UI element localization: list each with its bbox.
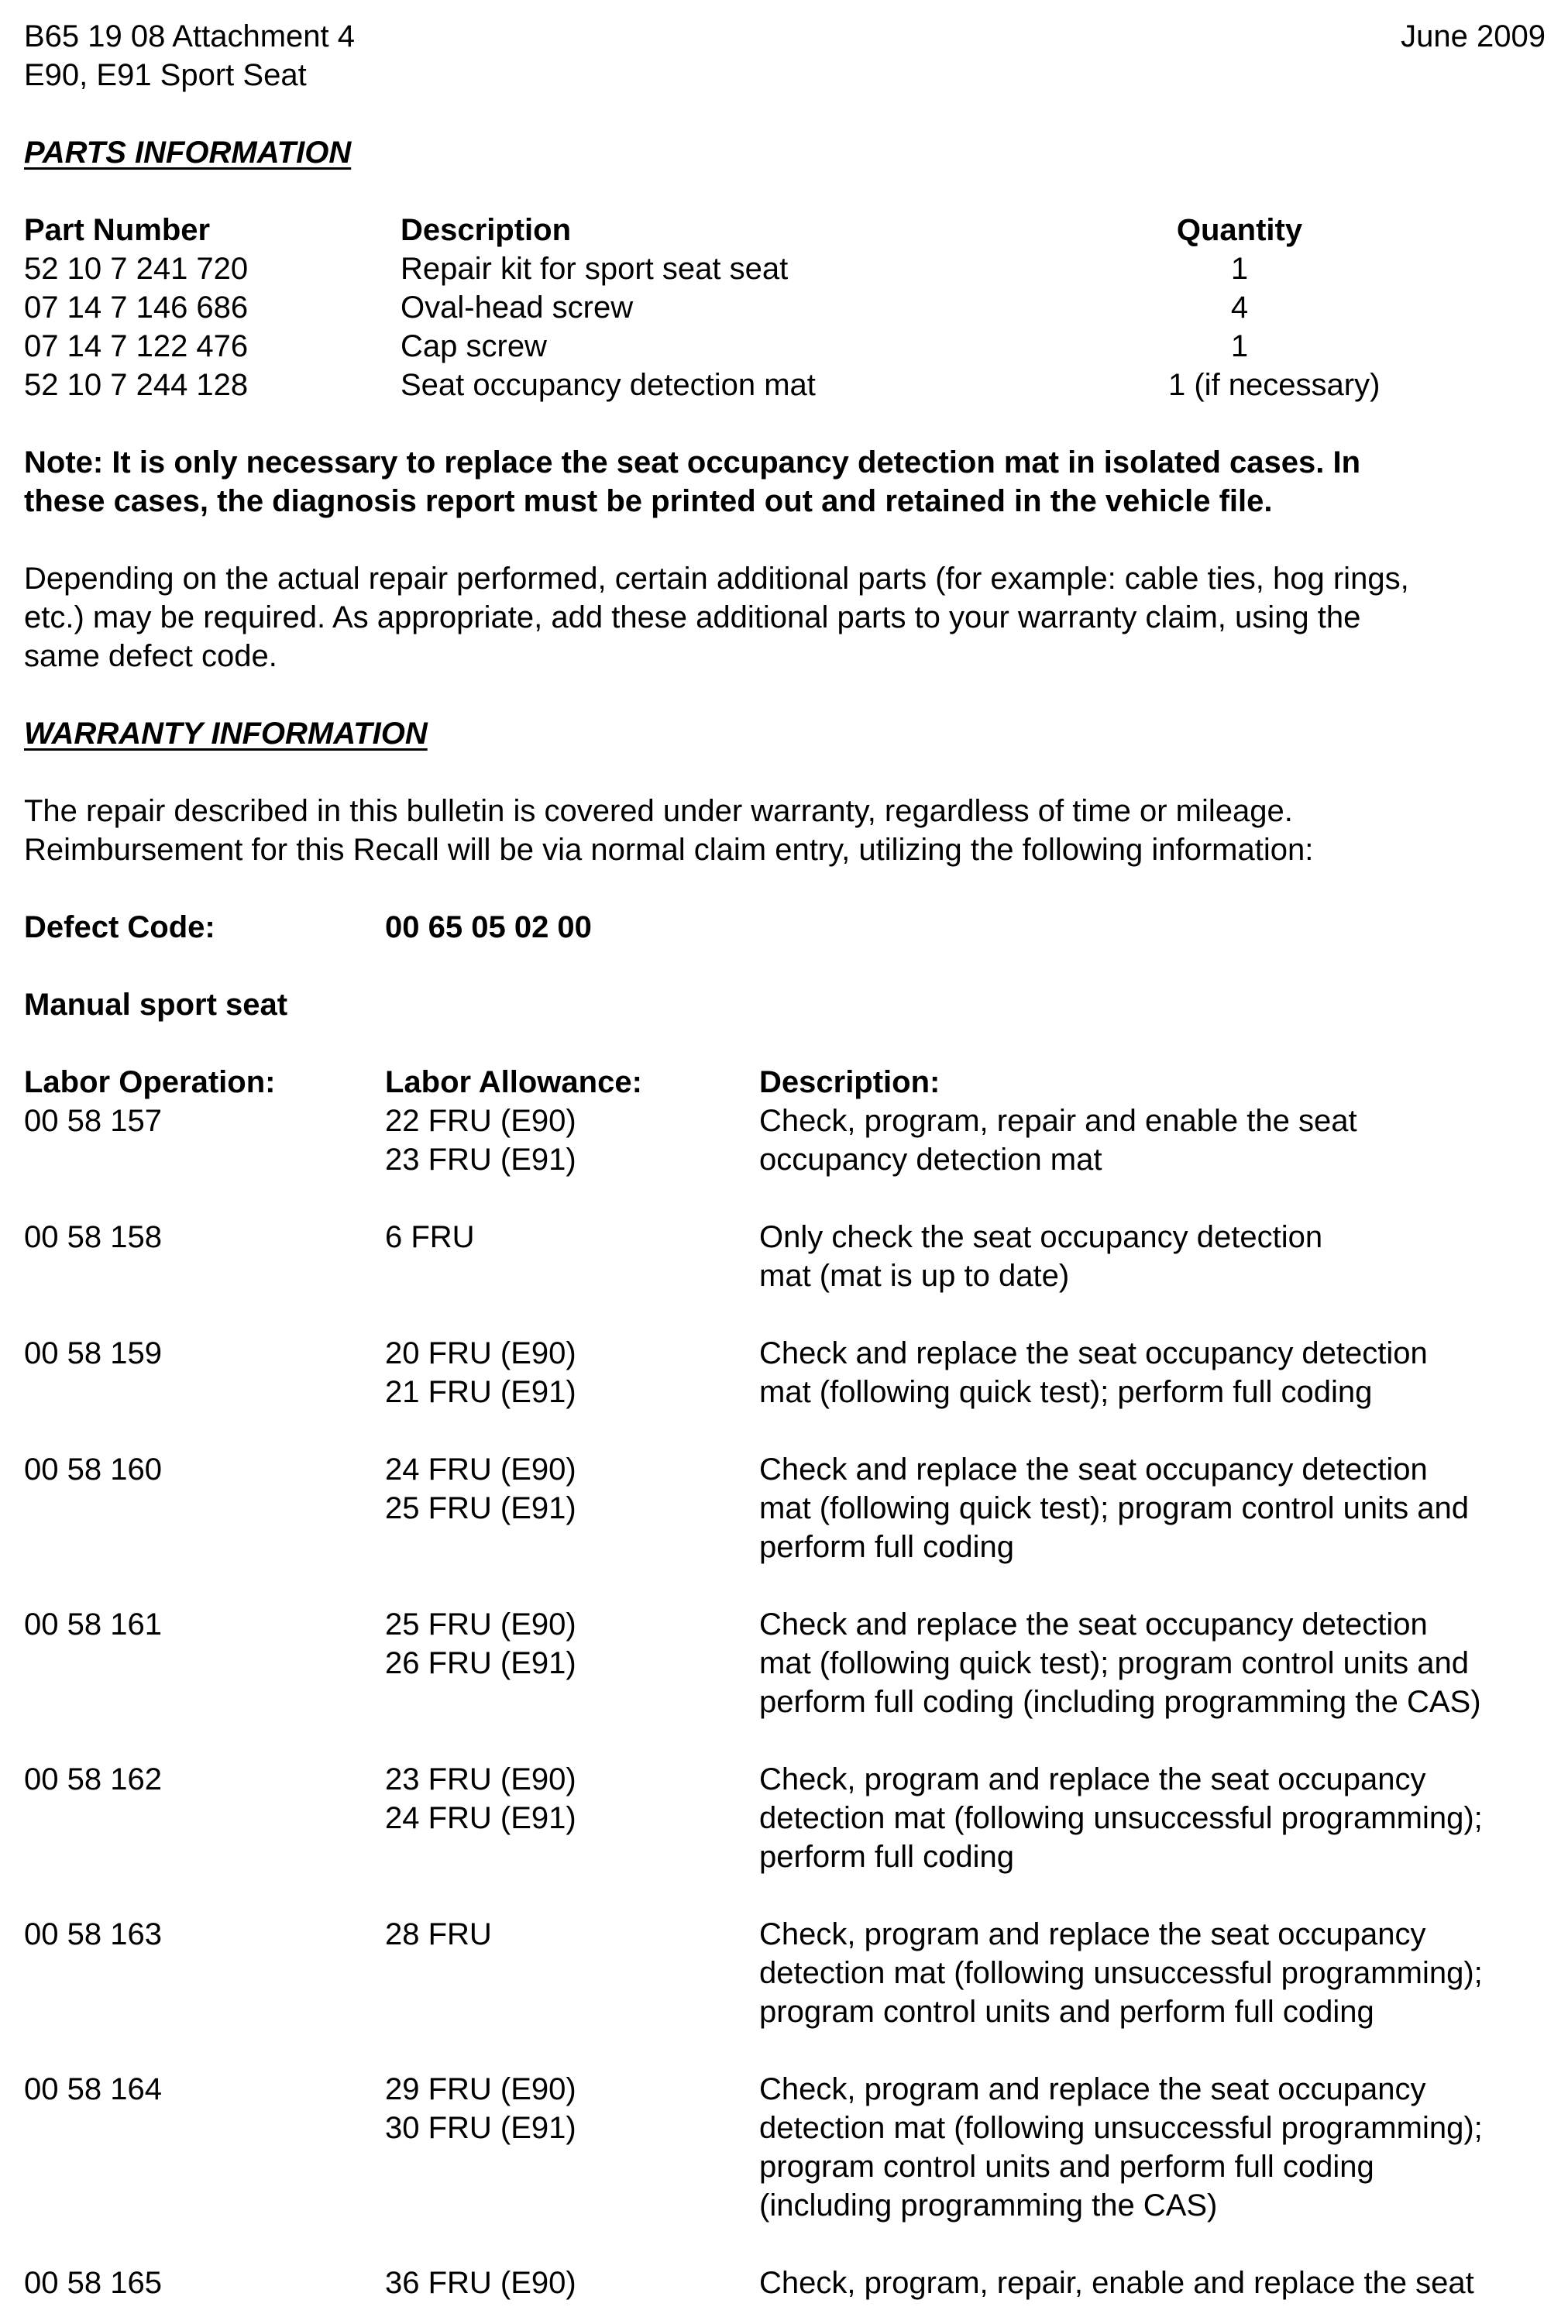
labor-description: mat (mat is up to date) [759,1259,1070,1293]
labor-allowance: 30 FRU (E91) [385,2111,576,2145]
labor-description: (including programming the CAS) [759,2188,1218,2223]
part-number: 52 10 7 241 720 [24,252,249,286]
part-number: 52 10 7 244 128 [24,368,249,402]
parts-heading: PARTS INFORMATION [24,136,352,170]
labor-description: perform full coding [759,1530,1015,1564]
labor-allowance: 26 FRU (E91) [385,1646,576,1680]
labor-description: Check and replace the seat occupancy detection [759,1607,1428,1642]
labor-description: detection mat (following unsuccessful programming); [759,1801,1483,1835]
part-number: 07 14 7 122 476 [24,329,249,363]
parts-col-quantity: Quantity [1176,213,1303,247]
labor-operation: 00 58 161 [24,1607,162,1642]
labor-col-operation: Labor Operation: [24,1065,276,1099]
labor-description: detection mat (following unsuccessful programming); [759,2111,1483,2145]
labor-allowance: 28 FRU [385,1917,492,1951]
labor-description: Check, program and replace the seat occupancy [759,1917,1426,1951]
labor-allowance: 23 FRU (E90) [385,1762,576,1796]
labor-description: perform full coding [759,1840,1015,1874]
labor-operation: 00 58 163 [24,1917,162,1951]
labor-description: Check and replace the seat occupancy detection [759,1452,1428,1487]
labor-allowance: 25 FRU (E91) [385,1491,576,1525]
labor-description: perform full coding (including programming the CAS) [759,1685,1481,1719]
labor-description: Check and replace the seat occupancy detection [759,1336,1428,1370]
part-description: Cap screw [401,329,547,363]
labor-description: Check, program, repair, enable and replace the seat [759,2266,1474,2300]
labor-description: mat (following quick test); program control units and [759,1646,1469,1680]
parts-col-part-number: Part Number [24,213,211,247]
labor-allowance: 25 FRU (E90) [385,1607,576,1642]
labor-allowance: 24 FRU (E91) [385,1801,576,1835]
defect-code-value: 00 65 05 02 00 [385,910,592,944]
paragraph-line: same defect code. [24,639,277,673]
defect-code-label: Defect Code: [24,910,215,944]
note-line: these cases, the diagnosis report must be printed out and retained in the vehicle file. [24,484,1273,518]
labor-description: occupancy detection mat [759,1143,1102,1177]
seat-type: Manual sport seat [24,988,288,1022]
parts-col-description: Description [401,213,572,247]
labor-allowance: 29 FRU (E90) [385,2072,576,2106]
doc-date: June 2009 [1401,19,1546,53]
labor-operation: 00 58 165 [24,2266,162,2300]
part-description: Oval-head screw [401,290,634,325]
part-description: Seat occupancy detection mat [401,368,816,402]
note-line: Note: It is only necessary to replace the seat occupancy detection mat in isolated cases. In [24,445,1361,480]
labor-description: Check, program, repair and enable the seat [759,1104,1357,1138]
labor-description: mat (following quick test); perform full coding [759,1375,1373,1409]
part-quantity: 1 (if necessary) [1168,368,1381,402]
labor-description: detection mat (following unsuccessful programming); [759,1956,1483,1990]
paragraph-line: Reimbursement for this Recall will be via normal claim entry, utilizing the following information: [24,833,1314,867]
part-quantity: 1 [1230,252,1249,286]
labor-description: program control units and perform full coding [759,1995,1374,2029]
doc-id: B65 19 08 Attachment 4 [24,19,355,53]
labor-description: Check, program and replace the seat occupancy [759,1762,1426,1796]
paragraph-line: The repair described in this bulletin is covered under warranty, regardless of time or mileage. [24,794,1293,828]
labor-operation: 00 58 157 [24,1104,162,1138]
labor-allowance: 23 FRU (E91) [385,1143,576,1177]
labor-operation: 00 58 160 [24,1452,162,1487]
labor-allowance: 22 FRU (E90) [385,1104,576,1138]
labor-allowance: 6 FRU [385,1220,475,1254]
warranty-heading: WARRANTY INFORMATION [24,717,428,751]
labor-allowance: 36 FRU (E90) [385,2266,576,2300]
part-number: 07 14 7 146 686 [24,290,249,325]
labor-allowance: 24 FRU (E90) [385,1452,576,1487]
labor-description: Only check the seat occupancy detection [759,1220,1323,1254]
labor-description: program control units and perform full coding [759,2150,1374,2184]
labor-description: Check, program and replace the seat occupancy [759,2072,1426,2106]
labor-operation: 00 58 158 [24,1220,162,1254]
model-line: E90, E91 Sport Seat [24,58,307,92]
labor-operation: 00 58 159 [24,1336,162,1370]
part-description: Repair kit for sport seat seat [401,252,789,286]
part-quantity: 1 [1230,329,1249,363]
paragraph-line: Depending on the actual repair performed, certain additional parts (for example: cable ties, hog rings, [24,562,1409,596]
labor-col-allowance: Labor Allowance: [385,1065,642,1099]
labor-allowance: 21 FRU (E91) [385,1375,576,1409]
labor-operation: 00 58 162 [24,1762,162,1796]
part-quantity: 4 [1230,290,1249,325]
labor-allowance: 20 FRU (E90) [385,1336,576,1370]
labor-col-description: Description: [759,1065,940,1099]
paragraph-line: etc.) may be required. As appropriate, add these additional parts to your warranty claim, using the [24,600,1361,634]
labor-description: mat (following quick test); program control units and [759,1491,1469,1525]
labor-operation: 00 58 164 [24,2072,162,2106]
